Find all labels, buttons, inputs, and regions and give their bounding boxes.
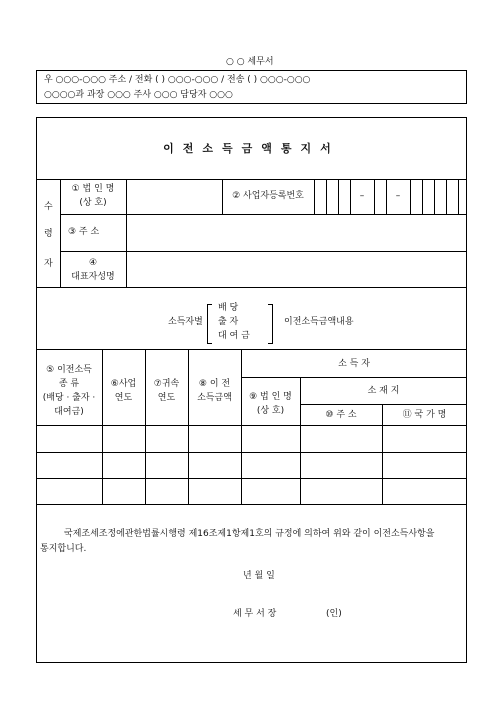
rep-name-label: 대표자성명 (71, 272, 115, 282)
biz-reg-no-label: ② 사업자등록번호 (232, 191, 304, 201)
income-option-loan: 대 여 금 (218, 331, 250, 341)
col-country: ⑪ 국 가 명 (402, 410, 447, 420)
address-label: ③ 주 소 (68, 227, 100, 237)
left-brace (207, 304, 212, 344)
recipient-side-label-1: 수 (44, 202, 53, 212)
income-type-label: 소득자별 (168, 317, 203, 327)
recipient-side-label-3: 자 (44, 259, 53, 269)
form-title: 이전소득금액통지서 (163, 142, 340, 155)
right-brace (268, 304, 273, 344)
col-transfer-amount-1: ⑧ 이 전 (198, 379, 231, 389)
location-header: 소 재 지 (367, 386, 400, 396)
col-attribution-year-2: 연도 (157, 393, 176, 403)
corp-name-sublabel: (상 호) (79, 198, 107, 208)
col-earner-name-2: (상 호) (256, 406, 285, 416)
earner-header: 소 득 자 (338, 359, 370, 369)
office-header: ○ ○ 세무서 (226, 57, 274, 67)
col-business-year-1: ⑥사업 (110, 379, 137, 389)
col-transfer-amount-2: 소득금액 (197, 393, 232, 403)
biz-no-dash-2: – (395, 191, 401, 201)
rep-name-label-num: ④ (88, 258, 98, 268)
col-attribution-year-1: ⑦귀속 (153, 379, 180, 389)
seal-mark: (인) (326, 609, 342, 619)
address-line-2: ○○○○과 과장 ○○○ 주사 ○○○ 담당자 ○○○ (44, 90, 233, 100)
col-address: ⑩ 주 소 (325, 410, 357, 420)
signer-title: 세 무 서 장 (233, 609, 277, 619)
corp-name-label: ① 법 인 명 (71, 184, 115, 194)
notice-line-2: 통지합니다. (40, 544, 87, 554)
income-option-investment: 출 자 (218, 317, 239, 327)
income-content-label: 이전소득금액내용 (284, 317, 354, 327)
address-line-1: 우 ○○○-○○○ 주소 / 전화 ( ) ○○○-○○○ / 전송 ( ) ○○○-○○○ (44, 75, 311, 85)
notice-line-1: 국제조세조정에관한법률시행령 제16조제1항제1호의 규정에 의하여 위와 같이 이전소득사항을 (64, 529, 435, 539)
date-line: 년 월 일 (243, 571, 275, 581)
col-income-type-4: 대여금) (54, 407, 84, 417)
col-income-type-3: (배당 · 출자 · (42, 393, 96, 403)
col-income-type-1: ⑤ 이전소득 (46, 365, 92, 375)
recipient-side-label-2: 령 (44, 229, 53, 239)
col-business-year-2: 연도 (114, 393, 133, 403)
income-option-dividend: 배 당 (218, 303, 239, 313)
col-earner-name-1: ⑨ 법 인 명 (249, 392, 292, 402)
biz-no-dash-1: – (359, 191, 365, 201)
col-income-type-2: 종 류 (58, 379, 80, 389)
